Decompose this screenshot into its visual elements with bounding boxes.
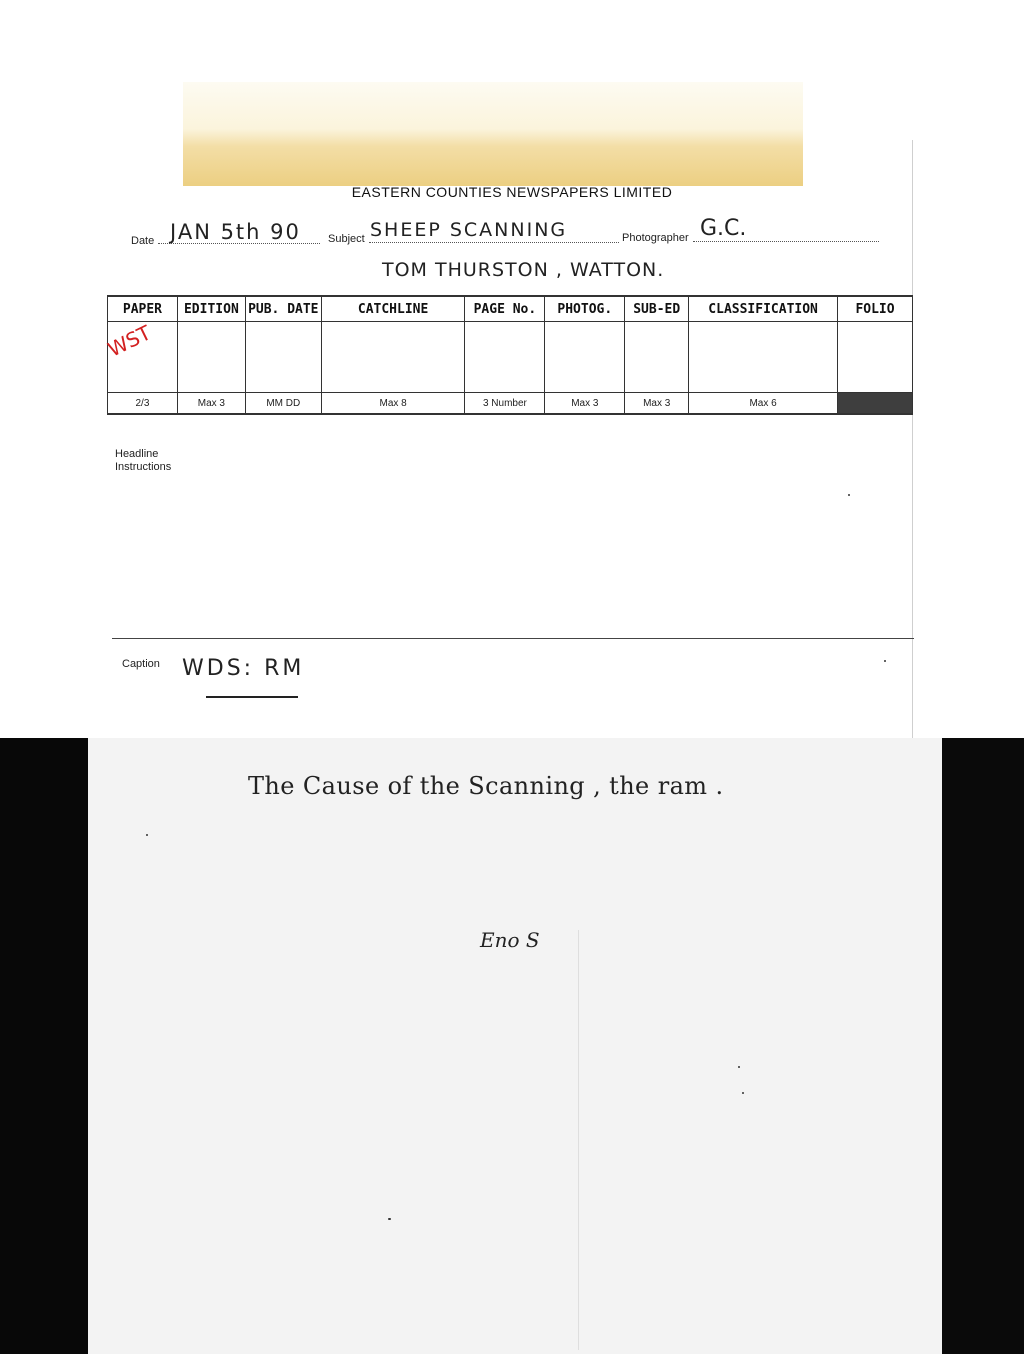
scan-background-left [0,738,88,1354]
scan-speck [884,660,886,662]
cell-sub-ed [625,322,689,393]
col-catchline: CATCHLINE [321,296,465,322]
subject-line [369,242,619,243]
photographer-line [693,241,879,242]
scan-background-right [942,738,1024,1354]
hint-paper: 2/3 [108,393,178,415]
caption-value: WDS: RM [182,656,305,681]
col-sub-ed: SUB-ED [625,296,689,322]
paper-fold-line [578,930,579,1350]
hint-edition: Max 3 [177,393,245,415]
signature: Eno S [480,928,540,952]
photo-back-sheet [88,738,942,1354]
location-note: TOM THURSTON , WATTON. [382,259,665,281]
cell-pub-date [245,322,321,393]
hint-sub-ed: Max 3 [625,393,689,415]
col-classification: CLASSIFICATION [689,296,838,322]
cell-edition [177,322,245,393]
headline-label: Headline [115,448,159,460]
hint-pub-date: MM DD [245,393,321,415]
scan-speck [146,834,148,836]
hint-photog: Max 3 [545,393,625,415]
caption-label: Caption [122,658,160,670]
date-value: JAN 5th 90 [170,220,301,244]
cell-folio [838,322,913,393]
cell-photog [545,322,625,393]
photographer-label: Photographer [622,232,689,244]
paper-mark-red: WST [104,320,155,362]
subject-label: Subject [328,233,365,245]
table-entry-row [108,322,913,393]
hint-page-no: 3 Number [465,393,545,415]
hint-classification: Max 6 [689,393,838,415]
subject-value: SHEEP SCANNING [370,219,568,241]
col-page-no: PAGE No. [465,296,545,322]
scan-speck [848,494,850,496]
col-pub-date: PUB. DATE [245,296,321,322]
col-photog: PHOTOG. [545,296,625,322]
cell-classification [689,322,838,393]
classification-table [107,295,913,415]
company-title: EASTERN COUNTIES NEWSPAPERS LIMITED [351,184,673,200]
cell-catchline [321,322,465,393]
table-hint-row [108,393,913,415]
col-paper: PAPER [108,296,178,322]
instructions-label: Instructions [115,461,172,473]
photo-back-note: The Cause of the Scanning , the ram . [248,772,724,800]
scan-speck [388,1218,391,1220]
col-edition: EDITION [177,296,245,322]
adhesive-tape [183,82,803,186]
scan-speck [738,1066,740,1068]
table-header-row [108,296,913,322]
caption-divider [112,638,914,639]
photographer-value: G.C. [700,216,747,241]
folio-shaded-cell [838,393,913,415]
caption-underline [206,696,298,698]
scan-speck [742,1092,744,1094]
hint-catchline: Max 8 [321,393,465,415]
cell-page-no [465,322,545,393]
col-folio: FOLIO [838,296,913,322]
date-label: Date [131,235,155,247]
